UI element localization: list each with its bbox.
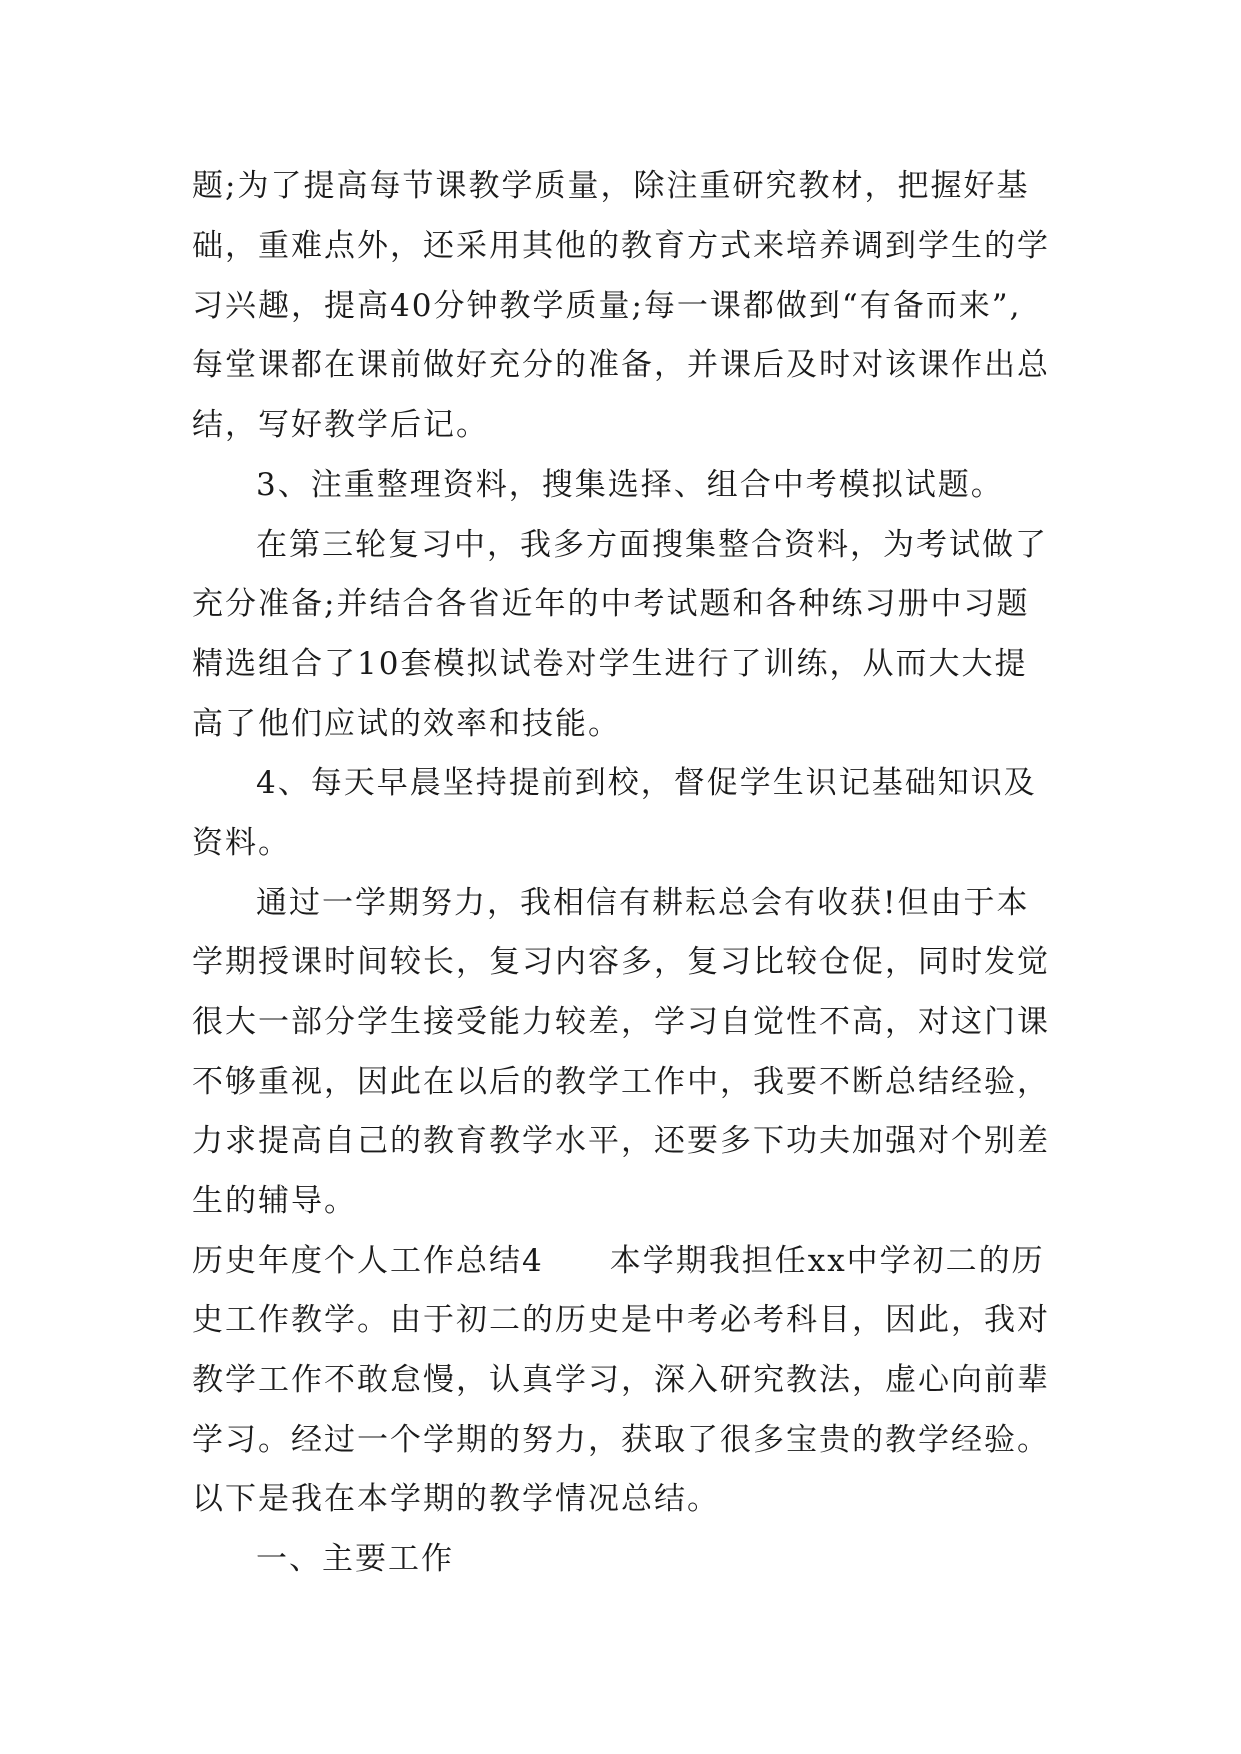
text-line: 题;为了提高每节课教学质量，除注重研究教材，把握好基 bbox=[192, 168, 1030, 204]
text-line: 资料。 bbox=[192, 825, 291, 861]
text-line: 不够重视，因此在以后的教学工作中，我要不断总结经验， bbox=[192, 1064, 1050, 1100]
text-line: 高了他们应试的效率和技能。 bbox=[192, 706, 621, 742]
text-line: 教学工作不敢怠慢，认真学习，深入研究教法，虚心向前辈 bbox=[192, 1362, 1050, 1398]
text-line: 习兴趣，提高40分钟教学质量;每一课都做到“有备而来”, bbox=[192, 288, 1022, 324]
section-heading: 3、注重整理资料，搜集选择、组合中考模拟试题。 bbox=[256, 467, 1004, 503]
text-line: 力求提高自己的教育教学水平，还要多下功夫加强对个别差 bbox=[192, 1123, 1050, 1159]
text-line: 精选组合了10套模拟试卷对学生进行了训练，从而大大提 bbox=[192, 646, 1028, 682]
text-line: 史工作教学。由于初二的历史是中考必考科目，因此，我对 bbox=[192, 1302, 1050, 1338]
title-line: 历史年度个人工作总结4 本学期我担任xx中学初二的历 bbox=[192, 1243, 1045, 1279]
section-heading: 4、每天早晨坚持提前到校，督促学生识记基础知识及 bbox=[256, 765, 1037, 801]
text-line: 以下是我在本学期的教学情况总结。 bbox=[192, 1481, 720, 1517]
text-line: 充分准备;并结合各省近年的中考试题和各种练习册中习题 bbox=[192, 586, 1030, 622]
text-line: 在第三轮复习中，我多方面搜集整合资料，为考试做了 bbox=[256, 527, 1048, 563]
text-line: 每堂课都在课前做好充分的准备，并课后及时对该课作出总 bbox=[192, 347, 1050, 383]
text-line: 学习。经过一个学期的努力，获取了很多宝贵的教学经验。 bbox=[192, 1422, 1050, 1458]
section-heading: 一、主要工作 bbox=[256, 1541, 454, 1577]
text-line: 生的辅导。 bbox=[192, 1183, 357, 1219]
text-line: 础，重难点外，还采用其他的教育方式来培养调到学生的学 bbox=[192, 228, 1050, 264]
text-line: 学期授课时间较长，复习内容多，复习比较仓促，同时发觉 bbox=[192, 944, 1050, 980]
text-line: 通过一学期努力，我相信有耕耘总会有收获!但由于本 bbox=[256, 885, 1030, 921]
text-line: 很大一部分学生接受能力较差，学习自觉性不高，对这门课 bbox=[192, 1004, 1050, 1040]
text-line: 结，写好教学后记。 bbox=[192, 407, 489, 443]
